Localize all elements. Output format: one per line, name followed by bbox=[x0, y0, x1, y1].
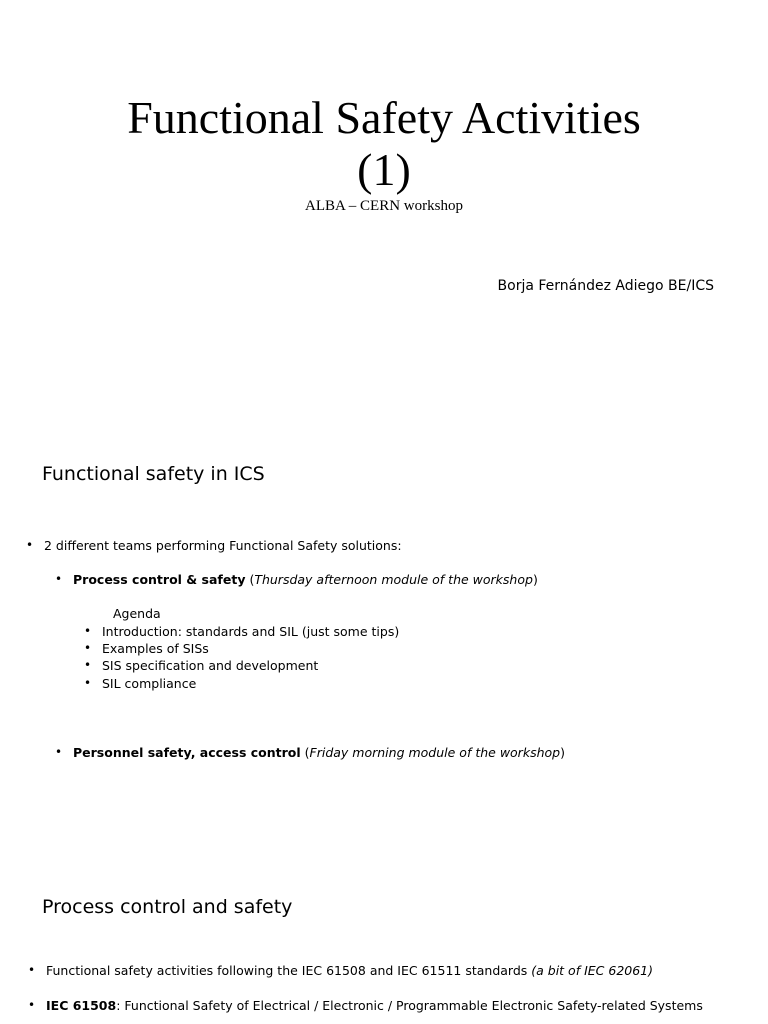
bullet-dot: • bbox=[84, 658, 92, 672]
bullet-main bbox=[26, 537, 402, 554]
personnel-paren-close: ) bbox=[560, 745, 565, 760]
slide-1-subtitle: ALBA – CERN workshop bbox=[305, 198, 463, 214]
bullet-iec-standards-note: (a bit of IEC 62061) bbox=[531, 963, 654, 978]
bullet-dot: • bbox=[55, 572, 63, 586]
bullet-iec-standards-text: Functional safety activities following the IEC 61508 and IEC 61511 standards bbox=[46, 963, 532, 978]
slide-2-heading: Functional safety in ICS bbox=[42, 463, 265, 485]
iec-61508-text: : Functional Safety of Electrical / Electronic / Programmable Electronic Safety-related Systems bbox=[116, 998, 703, 1013]
slide-1-author: Borja Fernández Adiego BE/ICS bbox=[497, 278, 714, 294]
agenda-item-text: Examples of SISs bbox=[102, 641, 209, 656]
agenda-item bbox=[84, 623, 400, 640]
bullet-dot: • bbox=[55, 745, 63, 759]
agenda-item-text: SIL compliance bbox=[102, 676, 197, 691]
agenda-item-text: Introduction: standards and SIL (just some tips) bbox=[102, 624, 400, 639]
process-paren-open: ( bbox=[245, 572, 255, 587]
process-note: Thursday afternoon module of the workshop bbox=[254, 572, 533, 587]
bullet-dot: • bbox=[84, 676, 92, 690]
bullet-iec-61508 bbox=[28, 997, 703, 1014]
slide-3-heading: Process control and safety bbox=[42, 896, 293, 918]
bullet-dot: • bbox=[28, 963, 36, 977]
iec-61508-label: IEC 61508 bbox=[46, 998, 117, 1013]
agenda-label: Agenda bbox=[113, 606, 161, 621]
slide-1-title bbox=[0, 92, 768, 196]
title-line-1: Functional Safety Activities bbox=[127, 92, 641, 143]
personnel-label: Personnel safety, access control bbox=[73, 745, 301, 760]
agenda-item-text: SIS specification and development bbox=[102, 658, 319, 673]
personnel-note: Friday morning module of the workshop bbox=[309, 745, 561, 760]
bullet-dot: • bbox=[84, 641, 92, 655]
agenda-item bbox=[84, 640, 209, 657]
bullet-dot: • bbox=[84, 624, 92, 638]
process-paren-close: ) bbox=[532, 572, 538, 587]
bullet-dot: • bbox=[26, 538, 34, 552]
bullet-personnel-safety bbox=[55, 744, 565, 761]
bullet-process-control bbox=[55, 571, 538, 588]
title-line-2: (1) bbox=[357, 144, 411, 195]
bullet-dot: • bbox=[28, 998, 36, 1012]
agenda-item bbox=[84, 675, 197, 692]
personnel-paren-open: ( bbox=[300, 745, 310, 760]
process-label: Process control & safety bbox=[73, 572, 246, 587]
bullet-main-text: 2 different teams performing Functional Safety solutions: bbox=[44, 538, 402, 553]
bullet-iec-standards bbox=[28, 962, 654, 979]
agenda-item bbox=[84, 657, 319, 674]
